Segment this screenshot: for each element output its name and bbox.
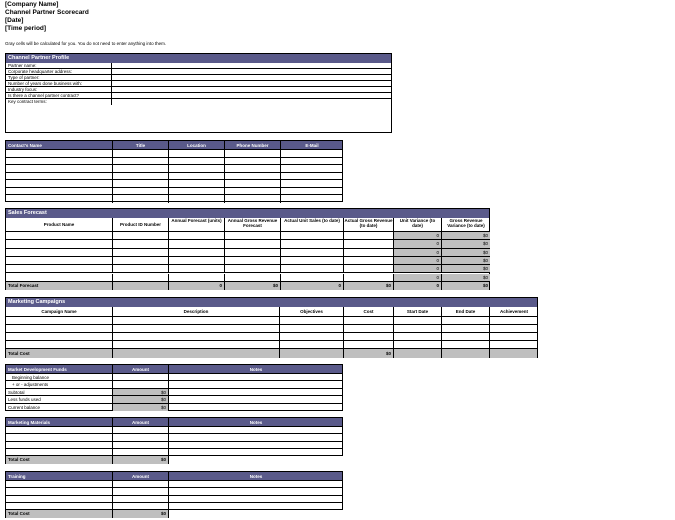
partner-profile-section — [5, 53, 392, 133]
contact-row — [6, 195, 342, 203]
contact-row — [6, 165, 342, 173]
entry-row — [6, 488, 342, 495]
campaign-cell[interactable] — [490, 325, 538, 332]
campaign-cell[interactable] — [280, 317, 344, 324]
sales-cell[interactable] — [225, 274, 281, 281]
campaign-cell[interactable] — [394, 325, 442, 332]
contact-cell[interactable] — [281, 195, 343, 203]
campaign-cell[interactable] — [280, 325, 344, 332]
contact-cell[interactable] — [6, 165, 113, 172]
campaign-cell[interactable] — [344, 333, 394, 340]
sales-cell[interactable] — [281, 240, 344, 247]
mdf-row — [6, 404, 342, 411]
variance-cell: $0 — [442, 265, 490, 272]
contact-cell[interactable] — [169, 173, 225, 180]
cost-header: Cost — [344, 307, 394, 316]
mdf-label: Less funds used — [6, 396, 113, 402]
section-title: Training — [6, 472, 113, 480]
contact-cell[interactable] — [113, 165, 169, 172]
campaign-cell[interactable] — [280, 341, 344, 348]
mdf-amount[interactable] — [113, 381, 169, 387]
contact-cell[interactable] — [225, 180, 281, 187]
section-title: Channel Partner Profile — [6, 54, 391, 63]
total-forecast-label: Total Forecast — [6, 282, 113, 290]
total-value: $0 — [344, 282, 394, 290]
sales-cell[interactable] — [344, 274, 394, 281]
total-value: $0 — [225, 282, 281, 290]
total-value: 0 — [394, 282, 442, 290]
sales-cell[interactable] — [344, 257, 394, 264]
contact-cell[interactable] — [6, 180, 113, 187]
product-name-header: Product Name — [6, 218, 113, 231]
revenue-variance-header: Gross Revenue Variance (to date) — [447, 218, 485, 228]
entry-cell[interactable] — [113, 503, 169, 509]
contact-cell[interactable] — [281, 173, 343, 180]
entry-cell[interactable] — [6, 434, 113, 440]
entry-cell[interactable] — [113, 442, 169, 448]
sales-cell[interactable] — [225, 265, 281, 272]
entry-cell[interactable] — [113, 434, 169, 440]
mdf-notes[interactable] — [169, 381, 343, 387]
contact-row — [6, 150, 342, 158]
contact-cell[interactable] — [113, 180, 169, 187]
annual-revenue-header: Annual Gross Revenue Forecast — [225, 218, 281, 231]
entry-cell[interactable] — [113, 496, 169, 502]
entry-cell[interactable] — [169, 503, 343, 509]
total-cost-value: $0 — [344, 349, 394, 358]
contact-cell[interactable] — [6, 173, 113, 180]
entry-cell[interactable] — [113, 449, 169, 455]
achievement-header: Achievement — [499, 309, 528, 314]
entry-cell[interactable] — [169, 442, 343, 448]
profile-field-input[interactable] — [112, 87, 391, 92]
entry-cell[interactable] — [6, 449, 113, 455]
contact-cell[interactable] — [281, 150, 343, 157]
campaign-row — [6, 317, 537, 325]
contact-name-header: Contact's Name — [6, 141, 113, 149]
contact-cell[interactable] — [169, 180, 225, 187]
sales-cell[interactable] — [281, 249, 344, 256]
mdf-row — [6, 389, 342, 396]
campaign-row — [6, 325, 537, 333]
actual-revenue-header: Actual Gross Revenue (to date) — [344, 218, 394, 231]
contact-row — [6, 158, 342, 166]
sales-cell[interactable] — [113, 249, 169, 256]
profile-field-input[interactable] — [112, 81, 391, 86]
total-value: $0 — [482, 283, 488, 288]
sales-row — [6, 274, 489, 282]
sales-cell[interactable] — [169, 265, 225, 272]
campaign-row — [6, 341, 537, 349]
sales-cell[interactable] — [6, 274, 113, 281]
mdf-row — [6, 381, 342, 388]
training-section — [5, 471, 343, 518]
sales-cell[interactable] — [281, 232, 344, 239]
actual-units-header: Actual Unit Sales (to date) — [281, 218, 344, 231]
variance-cell: $0 — [442, 274, 490, 281]
profile-field-label: Type of partner: — [6, 75, 112, 80]
location-header: Location — [169, 141, 225, 149]
section-title: Marketing Campaigns — [6, 298, 537, 307]
sales-cell[interactable] — [225, 249, 281, 256]
objectives-header: Objectives — [280, 307, 344, 316]
notes-header: Notes — [249, 420, 263, 425]
entry-cell[interactable] — [6, 427, 113, 433]
profile-field-label: Corporate headquarter address: — [6, 69, 112, 74]
mdf-row — [6, 374, 342, 381]
sales-cell[interactable] — [113, 265, 169, 272]
campaign-cell[interactable] — [113, 341, 280, 348]
sales-cell[interactable] — [169, 232, 225, 239]
entry-row — [6, 481, 342, 488]
sales-cell[interactable] — [6, 249, 113, 256]
entry-cell[interactable] — [169, 496, 343, 502]
campaign-cell[interactable] — [113, 317, 280, 324]
contact-cell[interactable] — [169, 165, 225, 172]
entry-row — [6, 427, 342, 434]
title-header: Title — [113, 141, 169, 149]
sales-cell[interactable] — [281, 257, 344, 264]
sales-cell[interactable] — [113, 232, 169, 239]
mdf-label: Beginning balance — [6, 374, 113, 380]
total-value: 0 — [169, 282, 225, 290]
campaigns-section — [5, 297, 538, 358]
contact-cell[interactable] — [225, 173, 281, 180]
entry-row — [6, 449, 342, 456]
profile-field-input[interactable] — [112, 75, 391, 80]
campaign-cell[interactable] — [442, 325, 490, 332]
entry-cell[interactable] — [113, 481, 169, 487]
campaign-cell[interactable] — [113, 325, 280, 332]
sales-forecast-section — [5, 208, 490, 290]
mdf-row — [6, 396, 342, 403]
contact-cell[interactable] — [281, 180, 343, 187]
entry-row — [6, 442, 342, 449]
contact-cell[interactable] — [281, 165, 343, 172]
mdf-notes[interactable] — [169, 389, 343, 395]
entry-cell[interactable] — [6, 481, 113, 487]
amount-header: Amount — [113, 472, 169, 480]
sales-cell[interactable] — [281, 265, 344, 272]
sales-cell[interactable] — [113, 274, 169, 281]
sales-row — [6, 249, 489, 257]
campaign-cell[interactable] — [344, 341, 394, 348]
campaign-cell[interactable] — [113, 333, 280, 340]
sales-cell[interactable] — [6, 232, 113, 239]
campaign-cell[interactable] — [280, 333, 344, 340]
profile-field-input[interactable] — [112, 69, 391, 74]
sales-row — [6, 257, 489, 265]
campaign-cell[interactable] — [394, 341, 442, 348]
notes-header: Notes — [249, 474, 263, 479]
entry-row — [6, 503, 342, 510]
total-value: 0 — [281, 282, 344, 290]
total-cost-value: $0 — [113, 456, 169, 464]
contact-cell[interactable] — [113, 173, 169, 180]
description-header: Description — [113, 307, 280, 316]
contact-cell[interactable] — [6, 188, 113, 195]
total-cost-label: Total Cost — [6, 510, 113, 518]
contact-cell[interactable] — [113, 158, 169, 165]
entry-cell[interactable] — [169, 488, 343, 494]
entry-cell[interactable] — [169, 427, 343, 433]
campaign-cell[interactable] — [490, 341, 538, 348]
contact-cell[interactable] — [169, 158, 225, 165]
mdf-notes[interactable] — [169, 404, 343, 411]
variance-cell: $0 — [442, 232, 490, 239]
campaign-cell[interactable] — [6, 325, 113, 332]
campaign-cell[interactable] — [6, 333, 113, 340]
campaign-cell[interactable] — [6, 341, 113, 348]
profile-field-label: Number of years done business with: — [6, 81, 112, 86]
section-title: Marketing Materials — [6, 418, 113, 426]
sales-cell[interactable] — [225, 240, 281, 247]
mdf-label: Subtotal — [6, 389, 113, 395]
contact-cell[interactable] — [169, 195, 225, 203]
mdf-amount: $0 — [113, 389, 169, 395]
sales-row — [6, 265, 489, 273]
entry-cell[interactable] — [6, 442, 113, 448]
sales-cell[interactable] — [225, 257, 281, 264]
contacts-section — [5, 140, 343, 202]
unit-variance-header: Unit Variance (to date) — [394, 218, 442, 231]
entry-cell[interactable] — [169, 481, 343, 487]
contact-cell[interactable] — [225, 165, 281, 172]
campaign-cell[interactable] — [344, 325, 394, 332]
variance-cell: $0 — [442, 240, 490, 247]
contact-cell[interactable] — [113, 188, 169, 195]
sales-cell[interactable] — [113, 240, 169, 247]
period-field: [Time period] — [5, 25, 47, 32]
profile-field-label: Key contract terms: — [6, 99, 112, 105]
entry-cell[interactable] — [113, 488, 169, 494]
start-date-header: Start Date — [394, 307, 442, 316]
phone-header: Phone Number — [225, 141, 281, 149]
contact-cell[interactable] — [225, 158, 281, 165]
contact-cell[interactable] — [169, 150, 225, 157]
campaign-cell[interactable] — [6, 317, 113, 324]
campaign-cell[interactable] — [442, 317, 490, 324]
variance-cell: $0 — [442, 249, 490, 256]
profile-field-label: Is there a channel partner contract? — [6, 93, 112, 98]
contact-cell[interactable] — [169, 188, 225, 195]
total-cost-label: Total Cost — [6, 349, 113, 358]
sales-cell[interactable] — [344, 249, 394, 256]
contact-cell[interactable] — [6, 158, 113, 165]
sales-cell[interactable] — [6, 240, 113, 247]
contact-row — [6, 173, 342, 181]
variance-cell: 0 — [394, 274, 442, 281]
mdf-label: + or - adjustments — [6, 381, 113, 387]
amount-header: Amount — [113, 418, 169, 426]
profile-field-input[interactable] — [112, 99, 391, 105]
contact-cell[interactable] — [6, 150, 113, 157]
campaign-cell[interactable] — [394, 317, 442, 324]
email-header: E-Mail — [305, 143, 319, 148]
sales-row — [6, 232, 489, 240]
profile-field-input[interactable] — [112, 93, 391, 98]
sales-cell[interactable] — [6, 257, 113, 264]
sales-cell[interactable] — [344, 232, 394, 239]
sales-cell[interactable] — [169, 257, 225, 264]
entry-cell[interactable] — [6, 496, 113, 502]
sales-cell[interactable] — [225, 232, 281, 239]
campaign-cell[interactable] — [490, 333, 538, 340]
sales-cell[interactable] — [281, 274, 344, 281]
entry-row — [6, 434, 342, 441]
sales-cell[interactable] — [169, 249, 225, 256]
mdf-notes[interactable] — [169, 374, 343, 380]
contact-cell[interactable] — [6, 195, 113, 203]
contact-cell[interactable] — [281, 158, 343, 165]
section-title: Sales Forecast — [6, 209, 489, 218]
contact-cell[interactable] — [113, 150, 169, 157]
page-title: Channel Partner Scorecard — [5, 9, 89, 16]
end-date-header: End Date — [442, 307, 490, 316]
sales-cell[interactable] — [344, 265, 394, 272]
campaign-name-header: Campaign Name — [6, 307, 113, 316]
mdf-amount: $0 — [113, 396, 169, 402]
total-cost-label: Total Cost — [6, 456, 113, 464]
product-id-header: Product ID Number — [113, 218, 169, 231]
contact-row — [6, 188, 342, 196]
variance-cell: 0 — [394, 232, 442, 239]
mdf-label: Current balance — [6, 404, 113, 411]
profile-field-input[interactable] — [112, 63, 391, 68]
amount-header: Amount — [113, 365, 169, 373]
sales-cell[interactable] — [169, 274, 225, 281]
entry-cell[interactable] — [6, 488, 113, 494]
entry-cell[interactable] — [6, 503, 113, 509]
materials-section — [5, 417, 343, 464]
variance-cell: 0 — [394, 240, 442, 247]
sales-cell[interactable] — [344, 240, 394, 247]
mdf-notes[interactable] — [169, 396, 343, 402]
campaign-row — [6, 333, 537, 341]
profile-row — [6, 99, 391, 105]
sales-cell[interactable] — [113, 257, 169, 264]
profile-field-label: Partner name: — [6, 63, 112, 68]
campaign-cell[interactable] — [394, 333, 442, 340]
section-title: Market Development Funds — [6, 365, 113, 373]
company-name: [Company Name] — [5, 1, 59, 8]
sales-cell[interactable] — [6, 265, 113, 272]
mdf-amount: $0 — [113, 404, 169, 411]
sales-cell[interactable] — [169, 240, 225, 247]
campaign-cell[interactable] — [490, 317, 538, 324]
contact-cell[interactable] — [225, 150, 281, 157]
entry-cell[interactable] — [169, 449, 343, 455]
contact-cell[interactable] — [113, 195, 169, 203]
contact-cell[interactable] — [281, 188, 343, 195]
sales-row — [6, 240, 489, 248]
campaign-cell[interactable] — [344, 317, 394, 324]
entry-cell[interactable] — [113, 427, 169, 433]
contact-cell[interactable] — [225, 188, 281, 195]
date-field: [Date] — [5, 17, 24, 24]
mdf-amount[interactable] — [113, 374, 169, 380]
total-cost-value: $0 — [113, 510, 169, 518]
variance-cell: 0 — [394, 257, 442, 264]
instructions-note: Gray cells will be calculated for you. You do not need to enter anything into them. — [5, 41, 167, 46]
entry-cell[interactable] — [169, 434, 343, 440]
campaign-cell[interactable] — [442, 333, 490, 340]
campaign-cell[interactable] — [442, 341, 490, 348]
variance-cell: 0 — [394, 265, 442, 272]
variance-cell: 0 — [394, 249, 442, 256]
mdf-section — [5, 364, 343, 411]
annual-forecast-header: Annual Forecast (units) — [169, 218, 225, 231]
notes-header: Notes — [249, 367, 263, 372]
profile-field-label: Industry focus: — [6, 87, 112, 92]
variance-cell: $0 — [442, 257, 490, 264]
entry-row — [6, 496, 342, 503]
contact-cell[interactable] — [225, 195, 281, 203]
contact-row — [6, 180, 342, 188]
